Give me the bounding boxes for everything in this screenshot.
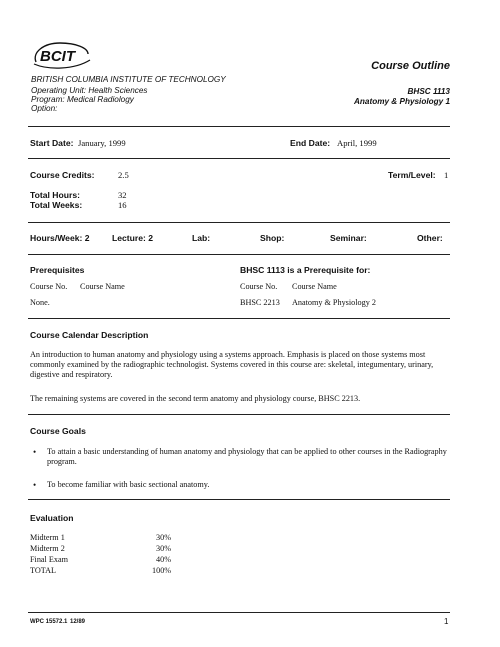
calendar-description-heading: Course Calendar Description bbox=[30, 330, 149, 340]
total-hours-value: 32 bbox=[118, 190, 127, 200]
evaluation-row-value: 30% bbox=[156, 544, 172, 553]
prereq-for-course-name: Anatomy & Physiology 2 bbox=[292, 298, 376, 307]
term-level-value: 1 bbox=[444, 170, 449, 180]
course-code: BHSC 1113 bbox=[407, 87, 450, 96]
prereq-col-course-name: Course Name bbox=[80, 282, 125, 291]
bullet-icon: • bbox=[33, 447, 37, 457]
prereq-for-col-course-name: Course Name bbox=[292, 282, 337, 291]
page-number: 1 bbox=[444, 617, 449, 626]
evaluation-row-label: Midterm 2 bbox=[30, 544, 65, 553]
prereq-for-col-course-no: Course No. bbox=[240, 282, 278, 291]
lecture-hours: Lecture: 2 bbox=[112, 233, 154, 243]
doc-type-title: Course Outline bbox=[371, 60, 450, 72]
option-label: Option: bbox=[31, 104, 58, 113]
evaluation-row-value: 30% bbox=[156, 533, 172, 542]
prereq-none: None. bbox=[30, 298, 50, 307]
start-date-label: Start Date: bbox=[30, 138, 74, 148]
total-weeks-label: Total Weeks: bbox=[30, 200, 83, 210]
divider bbox=[28, 158, 450, 159]
prereq-col-course-no: Course No. bbox=[30, 282, 68, 291]
bcit-logo bbox=[30, 40, 92, 72]
course-goal-item: To attain a basic understanding of human anatomy and physiology that can be applied to other courses in the Radiography program. bbox=[47, 447, 447, 466]
other-hours: Other: bbox=[417, 233, 443, 243]
divider bbox=[28, 254, 450, 255]
seminar-hours: Seminar: bbox=[330, 233, 367, 243]
evaluation-heading: Evaluation bbox=[30, 513, 74, 523]
divider bbox=[28, 499, 450, 500]
calendar-description-para1: An introduction to human anatomy and physiology using a systems approach. Emphasis is placed on those systems most commonly examined by the radiographic technologist. Systems covered in this course are: skeletal, integumentary, urinary, digestive and respiratory. bbox=[30, 350, 434, 379]
evaluation-row-label: TOTAL bbox=[30, 566, 57, 575]
calendar-description-para2: The remaining systems are covered in the second term anatomy and physiology course, BHSC 2213. bbox=[30, 394, 361, 403]
end-date-value: April, 1999 bbox=[337, 138, 377, 148]
operating-unit: Operating Unit: Health Sciences bbox=[31, 86, 148, 95]
divider bbox=[28, 318, 450, 319]
bullet-icon: • bbox=[33, 480, 37, 490]
end-date-label: End Date: bbox=[290, 138, 331, 148]
lab-hours: Lab: bbox=[192, 233, 211, 243]
prereq-for-course-no: BHSC 2213 bbox=[240, 298, 280, 307]
prerequisites-heading: Prerequisites bbox=[30, 265, 85, 275]
course-credits-label: Course Credits: bbox=[30, 170, 95, 180]
institution-name: BRITISH COLUMBIA INSTITUTE OF TECHNOLOGY bbox=[31, 75, 226, 84]
term-level-label: Term/Level: bbox=[388, 170, 436, 180]
form-date: 12/89 bbox=[70, 619, 86, 625]
divider bbox=[28, 222, 450, 223]
course-title: Anatomy & Physiology 1 bbox=[354, 97, 450, 106]
course-credits-value: 2.5 bbox=[118, 170, 129, 180]
logo-wordmark: BCIT bbox=[40, 48, 75, 65]
course-goals-heading: Course Goals bbox=[30, 426, 86, 436]
hours-per-week: Hours/Week: 2 bbox=[30, 233, 90, 243]
evaluation-row-value: 100% bbox=[152, 566, 172, 575]
shop-hours: Shop: bbox=[260, 233, 285, 243]
divider bbox=[28, 414, 450, 415]
form-code: WPC 15572.1 bbox=[30, 619, 68, 625]
divider bbox=[28, 126, 450, 127]
program-name: Program: Medical Radiology bbox=[31, 95, 134, 104]
course-goal-item: To become familiar with basic sectional anatomy. bbox=[47, 480, 210, 489]
evaluation-row-label: Final Exam bbox=[30, 555, 68, 564]
prerequisite-for-heading: BHSC 1113 is a Prerequisite for: bbox=[240, 265, 371, 275]
total-weeks-value: 16 bbox=[118, 200, 127, 210]
total-hours-label: Total Hours: bbox=[30, 190, 80, 200]
start-date-value: January, 1999 bbox=[78, 138, 126, 148]
evaluation-row-value: 40% bbox=[156, 555, 172, 564]
evaluation-row-label: Midterm 1 bbox=[30, 533, 65, 542]
divider bbox=[28, 612, 450, 613]
